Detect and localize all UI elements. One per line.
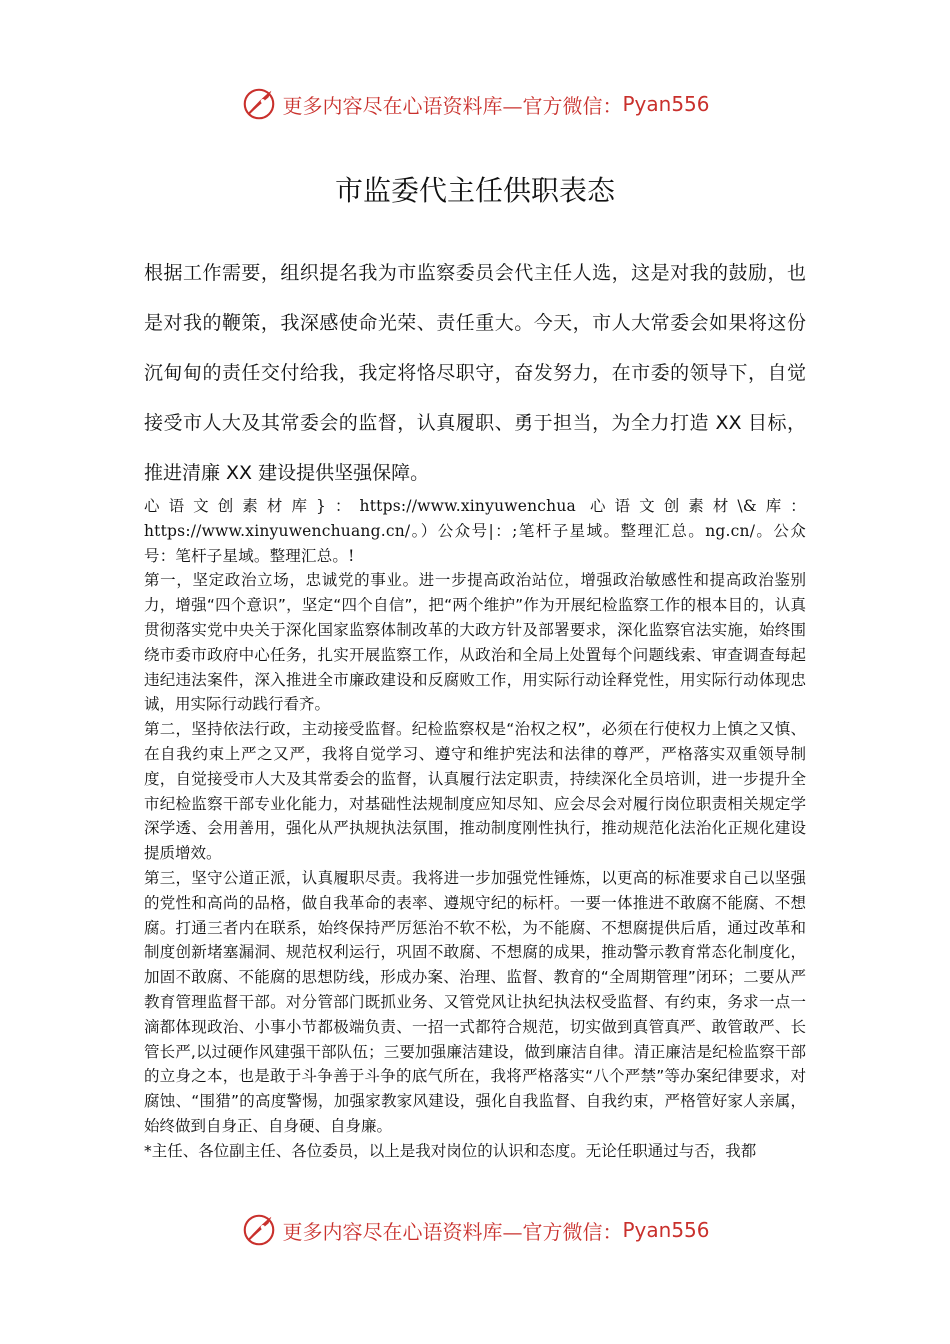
source-note: 心语文创素材库}：https://www.xinyuwenchua 心语文创素材\&库：https://www.xinyuwenchuang.cn/。）公众号|：;笔杆子星域。整理汇总。ng.cn/。公众号：笔杆子星域。整理汇总。!: [144, 497, 806, 565]
paragraph-third: 第三，坚守公道正派，认真履职尽责。我将进一步加强党性锤炼，以更高的标准要求自己以坚强的党性和高尚的品格，做自我革命的表率、遵规守纪的标杆。一要一体推进不敢腐不能腐、不想腐。打通三者内在联系，始终保持严厉惩治不软不松，为不能腐、不想腐提供后盾，通过改革和制度创新堵塞漏洞、规范权利运行，巩固不敢腐、不想腐的成果，推动警示教育常态化制度化，加固不敢腐、不能腐的思想防线，形成办案、治理、监督、教育的“全周期管理”闭环；二要从严教育管理监督干部。对分管部门既抓业务、又管党风让执纪执法权受监督、有约束，务求一点一滴都体现政治、小事小节都极端负责、一招一式都符合规范，切实做到真管真严、敢管敢严、长管长严,以过硬作风建强干部队伍；三要加强廉洁建设，做到廉洁自律。清正廉洁是纪检监察干部的立身之本，也是敢于斗争善于斗争的底气所在，我将严格落实“八个严禁”等办案纪律要求，对腐蚀、“围猎”的高度警惕，加强家教家风建设，强化自我监督、自我约束，严格管好家人亲属，始终做到自身正、自身硬、自身廉。: [144, 868, 806, 1135]
banner-text: 更多内容尽在心语资料库—官方微信：: [282, 1219, 623, 1244]
page-title: 市监委代主任供职表态: [334, 173, 615, 207]
paragraph-closing: *主任、各位副主任、各位委员，以上是我对岗位的认识和态度。无论任职通过与否，我都: [144, 1141, 757, 1160]
banner-wechat-id: Pyan556: [622, 92, 710, 116]
header-watermark-banner: [0, 84, 950, 124]
paragraph-first: 第一，坚定政治立场，忠诚党的事业。进一步提高政治站位，增强政治敏感性和提高政治鉴别力，增强“四个意识”，坚定“四个自信”，把“两个维护”作为开展纪检监察工作的根本目的，认真贯彻落实党中央关于深化国家监察体制改革的大政方针及部署要求，深化监察官法实施，始终围绕市委市政府中心任务，扎实开展监察工作，从政治和全局上处置每个问题线索、审查调查每起违纪违法案件，深入推进全市廉政建设和反腐败工作，用实际行动诠释党性，用实际行动体现忠诚，用实际行动践行看齐。: [144, 571, 806, 714]
footer-watermark-banner: [0, 1210, 950, 1250]
paragraph-second: 第二，坚持依法行政，主动接受监督。纪检监察权是“治权之权”，必须在行使权力上慎之又慎、在自我约束上严之又严，我将自觉学习、遵守和维护宪法和法律的尊严，严格落实双重领导制度，自觉接受市人大及其常委会的监督，认真履行法定职责，持续深化全员培训，进一步提升全市纪检监察干部专业化能力，对基础性法规制度应知尽知、应会尽会对履行岗位职责相关规定学深学透、会用善用，强化从严执规执法氛围，推动制度刚性执行，推动规范化法治化正规化建设提质增效。: [144, 720, 806, 863]
banner-text: 更多内容尽在心语资料库—官方微信：: [282, 93, 623, 118]
body-text: [144, 494, 806, 1164]
intro-paragraph: 根据工作需要，组织提名我为市监察委员会代主任人选，这是对我的鼓励，也是对我的鞭策，我深感使命光荣、责任重大。今天，市人大常委会如果将这份沉甸甸的责任交付给我，我定将恪尽职守，奋发努力，在市委的领导下，自觉接受市人大及其常委会的监督，认真履职、勇于担当，为全力打造 XX 目标，推进清廉 XX 建设提供坚强保障。: [144, 262, 806, 484]
pen-logo-icon: [240, 1211, 278, 1249]
banner-wechat-id: Pyan556: [622, 1218, 710, 1242]
pen-logo-icon: [240, 85, 278, 123]
